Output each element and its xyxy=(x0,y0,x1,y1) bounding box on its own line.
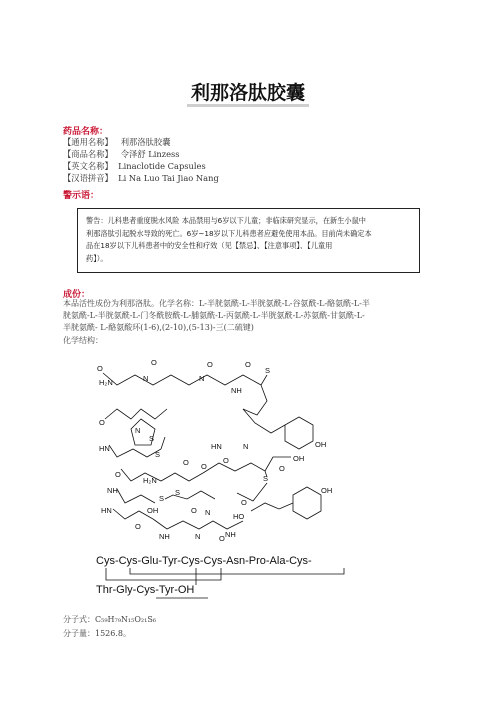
warning-heading: 警示语： xyxy=(63,191,100,201)
svg-text:OH: OH xyxy=(147,506,159,515)
svg-text:HN: HN xyxy=(101,506,112,515)
svg-text:N: N xyxy=(195,532,201,541)
svg-text:O: O xyxy=(191,506,197,515)
page-title: 利那洛肽胶囊 xyxy=(190,82,305,104)
svg-text:HO: HO xyxy=(233,512,245,521)
svg-text:O: O xyxy=(223,456,229,465)
svg-text:O: O xyxy=(115,470,121,479)
svg-text:O: O xyxy=(135,522,141,531)
chemical-structure-diagram xyxy=(95,353,345,549)
svg-text:S: S xyxy=(149,434,155,443)
svg-text:S: S xyxy=(155,450,161,459)
sequence-underline xyxy=(96,596,216,600)
ingredients-heading: 成份： xyxy=(63,290,91,300)
svg-text:NH: NH xyxy=(107,486,118,495)
peptide-sequence-line1: Cys-Cys-Glu-Tyr-Cys-Cys-Asn-Pro-Ala-Cys- xyxy=(96,555,312,567)
title-underline xyxy=(187,104,309,107)
warning-text: 警告：儿科患者重度脱水风险 本品禁用与6岁以下儿童；非临床研究显示，在新生小鼠中 利那洛肽引起脱水导致的死亡。6岁~18岁以下儿科患者应避免使用本品。目前尚未确定本 品在18岁以下儿科患者中的安全性和疗效（见【禁忌】、【注意事项】、【儿童用 药】）。 xyxy=(86,216,372,263)
molecular-weight: 分子量：1526.8。 xyxy=(63,629,131,638)
svg-text:OH: OH xyxy=(315,440,327,449)
svg-text:OH: OH xyxy=(293,454,305,463)
svg-text:N: N xyxy=(205,508,211,517)
svg-text:O: O xyxy=(99,418,105,427)
svg-text:O: O xyxy=(151,358,157,367)
svg-text:S: S xyxy=(265,366,271,375)
trade-name-row: 【商品名称】 令泽舒 Linzess xyxy=(63,149,180,159)
svg-text:OH: OH xyxy=(321,486,333,495)
molecular-formula: 分子式：C₅₉H₇₉N₁₅O₂₁S₆ xyxy=(63,615,156,624)
svg-text:S: S xyxy=(159,494,165,503)
svg-text:N: N xyxy=(143,374,149,383)
svg-text:NH: NH xyxy=(159,532,170,541)
ingredients-text: 本品活性成份为利那洛肽。化学名称：L-半胱氨酰-L-半胱氨酰-L-谷氨酰-L-酪氨酰-L-半 胱氨酰-L-半胱氨酰-L-门冬酰胺酰-L-脯氨酰-L-丙氨酰-L-半胱氨酰-L-苏氨酰-甘氨酰-L- 半胱氨酰- L-酪氨酸环(1-6),(2-10),(5-13)-三(二硫键) xyxy=(63,299,370,332)
svg-text:S: S xyxy=(175,488,181,497)
svg-text:NH: NH xyxy=(231,386,242,395)
svg-text:O: O xyxy=(97,364,103,373)
svg-text:HN: HN xyxy=(99,444,110,453)
svg-text:O: O xyxy=(201,462,207,471)
svg-text:N: N xyxy=(199,374,205,383)
svg-text:N: N xyxy=(243,442,249,451)
peptide-sequence-line2: Thr-Gly-Cys-Tyr-OH xyxy=(96,584,195,596)
svg-text:O: O xyxy=(207,360,213,369)
svg-text:S: S xyxy=(263,474,269,483)
svg-text:HN: HN xyxy=(211,442,222,451)
drug-name-heading: 药品名称： xyxy=(63,127,109,137)
english-name-row: 【英文名称】 Linaclotide Capsules xyxy=(63,161,206,171)
svg-text:NH: NH xyxy=(225,530,236,539)
svg-text:O: O xyxy=(245,360,251,369)
svg-text:O: O xyxy=(183,458,189,467)
svg-text:N: N xyxy=(135,426,141,435)
structure-heading: 化学结构： xyxy=(63,336,103,345)
svg-text:H₂N: H₂N xyxy=(99,378,113,387)
svg-text:H₂N: H₂N xyxy=(143,476,157,485)
generic-name-row: 【通用名称】 利那洛肽胶囊 xyxy=(63,137,171,147)
pinyin-name-row: 【汉语拼音】 Li Na Luo Tai Jiao Nang xyxy=(63,173,219,183)
svg-text:O: O xyxy=(241,498,247,507)
svg-text:O: O xyxy=(219,534,225,543)
svg-text:O: O xyxy=(279,464,285,473)
